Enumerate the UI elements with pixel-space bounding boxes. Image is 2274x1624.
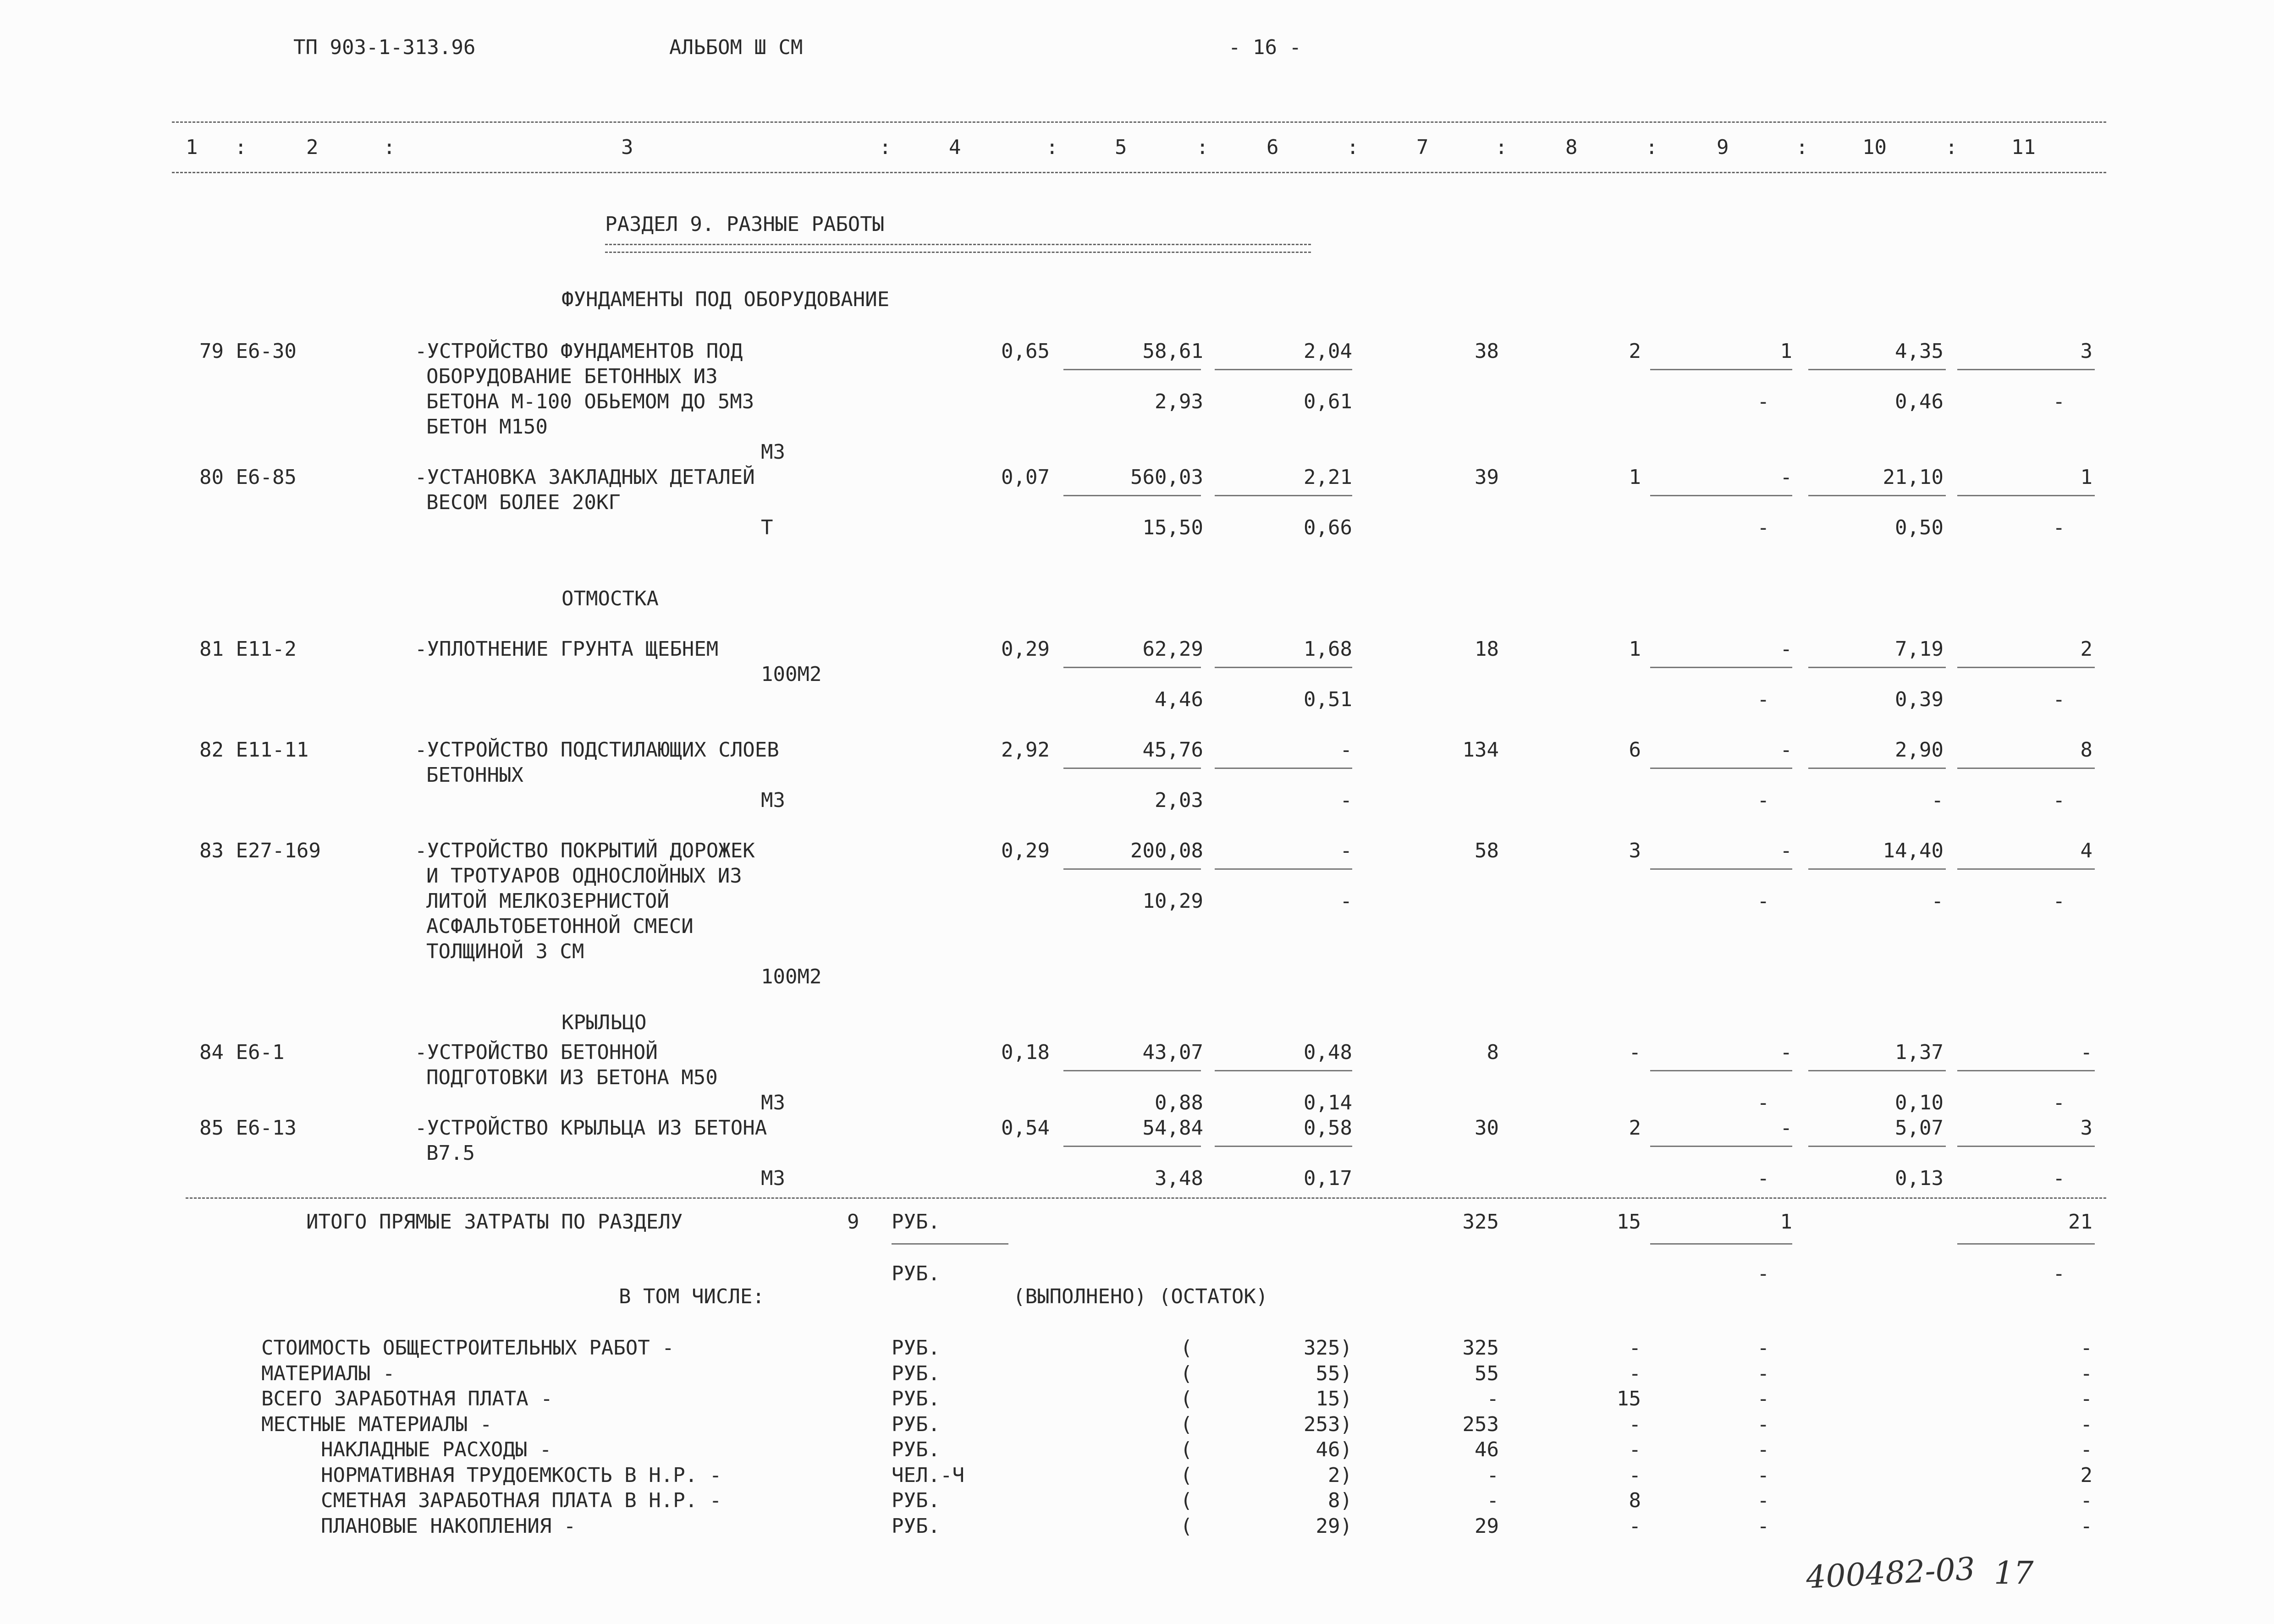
summary-c7: -: [1487, 1464, 1499, 1487]
summary-c7: 29: [1475, 1514, 1499, 1538]
row-c8: 2: [1629, 340, 1641, 363]
summary-label: НАКЛАДНЫЕ РАСХОДЫ -: [321, 1438, 552, 1461]
summary-c11: -: [2080, 1489, 2092, 1512]
group-title: ФУНДАМЕНТЫ ПОД ОБОРУДОВАНИЕ: [562, 288, 890, 311]
row-c7: 134: [1462, 738, 1499, 762]
row-c9-bottom: -: [1757, 390, 1769, 413]
row-c10-bottom: -: [1931, 789, 1944, 812]
summary-c7: 46: [1475, 1438, 1499, 1461]
row-c10-bottom: 0,13: [1895, 1167, 1944, 1190]
total-c9: 1: [1780, 1210, 1792, 1234]
row-c9-top: -: [1780, 466, 1792, 489]
summary-c11: 2: [2080, 1464, 2092, 1487]
row-c5-top: 62,29: [1142, 637, 1203, 661]
row-c11-top: -: [2080, 1041, 2092, 1064]
row-c10-top: 14,40: [1883, 839, 1944, 862]
row-c8: -: [1629, 1041, 1641, 1064]
summary-paren: (: [1180, 1438, 1193, 1461]
row-c6-bottom: 0,61: [1304, 390, 1352, 413]
album-label: АЛЬБОМ Ш СМ: [669, 36, 803, 59]
row-c11-bottom: -: [2053, 516, 2065, 539]
col-4: 4: [949, 136, 961, 159]
row-c6-bottom: 0,66: [1304, 516, 1352, 539]
row-unit: М3: [761, 1167, 785, 1190]
row-c11-bottom: -: [2053, 1091, 2065, 1114]
summary-done: 15): [1316, 1387, 1352, 1410]
row-c8: 2: [1629, 1116, 1641, 1140]
summary-label: СМЕТНАЯ ЗАРАБОТНАЯ ПЛАТА В Н.Р. -: [321, 1489, 722, 1512]
row-c6-top: 2,04: [1304, 340, 1352, 363]
row-c7: 30: [1475, 1116, 1499, 1140]
col-8: 8: [1565, 136, 1578, 159]
col-5: 5: [1115, 136, 1127, 159]
row-description: -УСТРОЙСТВО ФУНДАМЕНТОВ ПОД: [415, 340, 743, 363]
row-unit: М3: [761, 789, 785, 812]
group-title: КРЫЛЬЦО: [562, 1011, 647, 1034]
summary-label: ВСЕГО ЗАРАБОТНАЯ ПЛАТА -: [261, 1387, 553, 1410]
summary-c8: -: [1629, 1336, 1641, 1360]
total-c11b: -: [2053, 1262, 2065, 1285]
row-c5-bottom: 2,03: [1155, 789, 1203, 812]
summary-unit: РУБ.: [892, 1413, 940, 1436]
total-c7: 325: [1462, 1210, 1499, 1234]
row-c10-bottom: 0,50: [1895, 516, 1944, 539]
row-c5-top: 43,07: [1142, 1041, 1203, 1064]
including-head: (ВЫПОЛНЕНО) (ОСТАТОК): [1013, 1285, 1268, 1308]
total-unit-2: РУБ.: [892, 1262, 940, 1285]
summary-label: ПЛАНОВЫЕ НАКОПЛЕНИЯ -: [321, 1514, 576, 1538]
row-number: 83 Е27-169: [199, 839, 321, 862]
row-c11-bottom: -: [2053, 889, 2065, 913]
row-c7: 39: [1475, 466, 1499, 489]
group-title: ОТМОСТКА: [562, 587, 659, 610]
summary-c9: -: [1757, 1413, 1769, 1436]
summary-unit: РУБ.: [892, 1489, 940, 1512]
row-c9-top: -: [1780, 738, 1792, 762]
row-c9-bottom: -: [1757, 889, 1769, 913]
summary-c11: -: [2080, 1362, 2092, 1385]
summary-c11: -: [2080, 1336, 2092, 1360]
row-c11-bottom: -: [2053, 1167, 2065, 1190]
row-c9-bottom: -: [1757, 516, 1769, 539]
summary-unit: РУБ.: [892, 1336, 940, 1360]
row-c11-top: 8: [2080, 738, 2092, 762]
summary-c11: -: [2080, 1413, 2092, 1436]
summary-paren: (: [1180, 1413, 1193, 1436]
row-c9-top: -: [1780, 839, 1792, 862]
row-description: ВЕСОМ БОЛЕЕ 20КГ: [426, 491, 621, 514]
summary-c11: -: [2080, 1438, 2092, 1461]
row-unit: 100М2: [761, 663, 822, 686]
row-c6-bottom: 0,14: [1304, 1091, 1352, 1114]
row-c5-top: 200,08: [1130, 839, 1203, 862]
row-c5-top: 560,03: [1130, 466, 1203, 489]
row-c5-bottom: 0,88: [1155, 1091, 1203, 1114]
summary-c8: -: [1629, 1362, 1641, 1385]
summary-paren: (: [1180, 1489, 1193, 1512]
row-c11-bottom: -: [2053, 390, 2065, 413]
row-number: 80 Е6-85: [199, 466, 297, 489]
row-c10-top: 4,35: [1895, 340, 1944, 363]
summary-c7: 253: [1462, 1413, 1499, 1436]
row-c10-bottom: 0,39: [1895, 688, 1944, 711]
row-c5-bottom: 3,48: [1155, 1167, 1203, 1190]
summary-c8: 15: [1617, 1387, 1641, 1410]
row-c5-top: 45,76: [1142, 738, 1203, 762]
summary-done: 253): [1304, 1413, 1352, 1436]
col-7: 7: [1416, 136, 1429, 159]
row-c8: 6: [1629, 738, 1641, 762]
row-description: БЕТОН М150: [426, 415, 548, 439]
row-description: БЕТОНА М-100 ОБЬЕМОМ ДО 5М3: [426, 390, 754, 413]
row-description: -УСТРОЙСТВО КРЫЛЬЦА ИЗ БЕТОНА: [415, 1116, 767, 1140]
row-c6-top: 1,68: [1304, 637, 1352, 661]
row-number: 81 Е11-2: [199, 637, 297, 661]
row-c4: 0,07: [1001, 466, 1050, 489]
row-c10-top: 1,37: [1895, 1041, 1944, 1064]
summary-c11: -: [2080, 1387, 2092, 1410]
row-description: -УСТАНОВКА ЗАКЛАДНЫХ ДЕТАЛЕЙ: [415, 466, 755, 489]
row-c8: 1: [1629, 637, 1641, 661]
col-9: 9: [1717, 136, 1729, 159]
summary-c7: 55: [1475, 1362, 1499, 1385]
summary-done: 55): [1316, 1362, 1352, 1385]
row-c6-top: 0,58: [1304, 1116, 1352, 1140]
row-number: 84 Е6-1: [199, 1041, 285, 1064]
summary-unit: РУБ.: [892, 1438, 940, 1461]
row-c8: 3: [1629, 839, 1641, 862]
section-title: РАЗДЕЛ 9. РАЗНЫЕ РАБОТЫ: [605, 213, 885, 236]
summary-c9: -: [1757, 1438, 1769, 1461]
summary-c9: -: [1757, 1387, 1769, 1410]
row-unit: 100М2: [761, 965, 822, 988]
row-c7: 18: [1475, 637, 1499, 661]
row-c9-bottom: -: [1757, 1167, 1769, 1190]
summary-done: 325): [1304, 1336, 1352, 1360]
row-c7: 58: [1475, 839, 1499, 862]
summary-label: НОРМАТИВНАЯ ТРУДОЕМКОСТЬ В Н.Р. -: [321, 1464, 722, 1487]
total-c8: 15: [1617, 1210, 1641, 1234]
row-c4: 2,92: [1001, 738, 1050, 762]
summary-paren: (: [1180, 1336, 1193, 1360]
summary-label: СТОИМОСТЬ ОБЩЕСТРОИТЕЛЬНЫХ РАБОТ -: [261, 1336, 674, 1360]
row-c6-bottom: -: [1340, 889, 1352, 913]
summary-label: МЕСТНЫЕ МАТЕРИАЛЫ -: [261, 1413, 492, 1436]
total-section: 9: [847, 1210, 859, 1234]
summary-c8: -: [1629, 1514, 1641, 1538]
row-c10-bottom: 0,46: [1895, 390, 1944, 413]
row-c5-top: 54,84: [1142, 1116, 1203, 1140]
summary-unit: ЧЕЛ.-Ч: [892, 1464, 964, 1487]
row-description: -УСТРОЙСТВО ПОКРЫТИЙ ДОРОЖЕК: [415, 839, 755, 862]
row-c6-top: 2,21: [1304, 466, 1352, 489]
row-unit: М3: [761, 1091, 785, 1114]
row-c11-bottom: -: [2053, 688, 2065, 711]
summary-c9: -: [1757, 1336, 1769, 1360]
row-c9-top: -: [1780, 1041, 1792, 1064]
row-c10-bottom: -: [1931, 889, 1944, 913]
column-header-row: 1 : 2 : 3 : 4 : 5 : 6 : 7 : 8 : 9 : 10 : 11: [186, 136, 2036, 159]
total-unit: РУБ.: [892, 1210, 940, 1234]
total-c9b: -: [1757, 1262, 1769, 1285]
col-10: 10: [1862, 136, 1887, 159]
row-description: БЕТОННЫХ: [426, 763, 523, 787]
summary-c9: -: [1757, 1489, 1769, 1512]
summary-c9: -: [1757, 1514, 1769, 1538]
page-number: - 16 -: [1228, 36, 1301, 59]
row-description: ПОДГОТОВКИ ИЗ БЕТОНА М50: [426, 1066, 718, 1089]
row-c5-bottom: 10,29: [1142, 889, 1203, 913]
summary-done: 29): [1316, 1514, 1352, 1538]
row-c5-bottom: 4,46: [1155, 688, 1203, 711]
summary-c9: -: [1757, 1464, 1769, 1487]
row-number: 79 Е6-30: [199, 340, 297, 363]
row-c11-top: 1: [2080, 466, 2092, 489]
summary-paren: (: [1180, 1362, 1193, 1385]
row-c7: 38: [1475, 340, 1499, 363]
row-description: ОБОРУДОВАНИЕ БЕТОННЫХ ИЗ: [426, 365, 718, 388]
row-c5-top: 58,61: [1142, 340, 1203, 363]
summary-done: 8): [1328, 1489, 1352, 1512]
doc-code: ТП 903-1-313.96: [293, 36, 476, 59]
row-c4: 0,29: [1001, 637, 1050, 661]
row-c9-top: -: [1780, 637, 1792, 661]
summary-c8: -: [1629, 1413, 1641, 1436]
summary-c7: -: [1487, 1387, 1499, 1410]
row-c9-top: 1: [1780, 340, 1792, 363]
row-c5-bottom: 2,93: [1155, 390, 1203, 413]
summary-unit: РУБ.: [892, 1514, 940, 1538]
row-description: ТОЛЩИНОЙ 3 СМ: [426, 940, 584, 963]
total-label: ИТОГО ПРЯМЫЕ ЗАТРАТЫ ПО РАЗДЕЛУ: [306, 1210, 683, 1234]
row-description: -УПЛОТНЕНИЕ ГРУНТА ЩЕБНЕМ: [415, 637, 719, 661]
summary-c7: 325: [1462, 1336, 1499, 1360]
row-description: ЛИТОЙ МЕЛКОЗЕРНИСТОЙ: [426, 889, 669, 913]
row-c10-top: 5,07: [1895, 1116, 1944, 1140]
summary-unit: РУБ.: [892, 1387, 940, 1410]
row-c6-bottom: 0,51: [1304, 688, 1352, 711]
row-c9-bottom: -: [1757, 1091, 1769, 1114]
total-c11: 21: [2068, 1210, 2092, 1234]
summary-label: МАТЕРИАЛЫ -: [261, 1362, 395, 1385]
row-description: АСФАЛЬТОБЕТОННОЙ СМЕСИ: [426, 915, 694, 938]
row-c9-bottom: -: [1757, 688, 1769, 711]
row-c6-bottom: -: [1340, 789, 1352, 812]
row-c4: 0,54: [1001, 1116, 1050, 1140]
row-c6-bottom: 0,17: [1304, 1167, 1352, 1190]
col-6: 6: [1266, 136, 1279, 159]
summary-c9: -: [1757, 1362, 1769, 1385]
summary-unit: РУБ.: [892, 1362, 940, 1385]
handwritten-page: 17: [1994, 1555, 2034, 1591]
col-2: 2: [306, 136, 319, 159]
row-c10-top: 21,10: [1883, 466, 1944, 489]
summary-done: 46): [1316, 1438, 1352, 1461]
summary-paren: (: [1180, 1387, 1193, 1410]
row-c11-top: 3: [2080, 1116, 2092, 1140]
row-description: -УСТРОЙСТВО ПОДСТИЛАЮЩИХ СЛОЕВ: [415, 738, 779, 762]
row-c10-top: 7,19: [1895, 637, 1944, 661]
summary-c11: -: [2080, 1514, 2092, 1538]
row-number: 82 Е11-11: [199, 738, 309, 762]
row-c6-top: -: [1340, 738, 1352, 762]
summary-paren: (: [1180, 1464, 1193, 1487]
summary-paren: (: [1180, 1514, 1193, 1538]
summary-c8: -: [1629, 1464, 1641, 1487]
summary-c7: -: [1487, 1489, 1499, 1512]
row-c9-bottom: -: [1757, 789, 1769, 812]
row-c10-bottom: 0,10: [1895, 1091, 1944, 1114]
row-c4: 0,18: [1001, 1041, 1050, 1064]
row-description: В7.5: [426, 1141, 475, 1165]
row-c4: 0,29: [1001, 839, 1050, 862]
row-c9-top: -: [1780, 1116, 1792, 1140]
row-c11-top: 4: [2080, 839, 2092, 862]
row-c10-top: 2,90: [1895, 738, 1944, 762]
row-c4: 0,65: [1001, 340, 1050, 363]
row-c6-top: 0,48: [1304, 1041, 1352, 1064]
row-c7: 8: [1487, 1041, 1499, 1064]
summary-c8: 8: [1629, 1489, 1641, 1512]
summary-done: 2): [1328, 1464, 1352, 1487]
col-3: 3: [621, 136, 633, 159]
row-unit: Т: [761, 516, 773, 539]
col-1: 1: [186, 136, 198, 159]
row-c6-top: -: [1340, 839, 1352, 862]
row-c11-bottom: -: [2053, 789, 2065, 812]
row-c5-bottom: 15,50: [1142, 516, 1203, 539]
row-unit: М3: [761, 440, 785, 464]
row-number: 85 Е6-13: [199, 1116, 297, 1140]
row-description: И ТРОТУАРОВ ОДНОСЛОЙНЫХ ИЗ: [426, 864, 742, 888]
handwritten-code: 400482-03: [1805, 1551, 1976, 1596]
row-c11-top: 2: [2080, 637, 2092, 661]
including-label: В ТОМ ЧИСЛЕ:: [619, 1285, 765, 1308]
row-c8: 1: [1629, 466, 1641, 489]
summary-c8: -: [1629, 1438, 1641, 1461]
col-11: 11: [2011, 136, 2036, 159]
row-description: -УСТРОЙСТВО БЕТОННОЙ: [415, 1041, 658, 1064]
row-c11-top: 3: [2080, 340, 2092, 363]
